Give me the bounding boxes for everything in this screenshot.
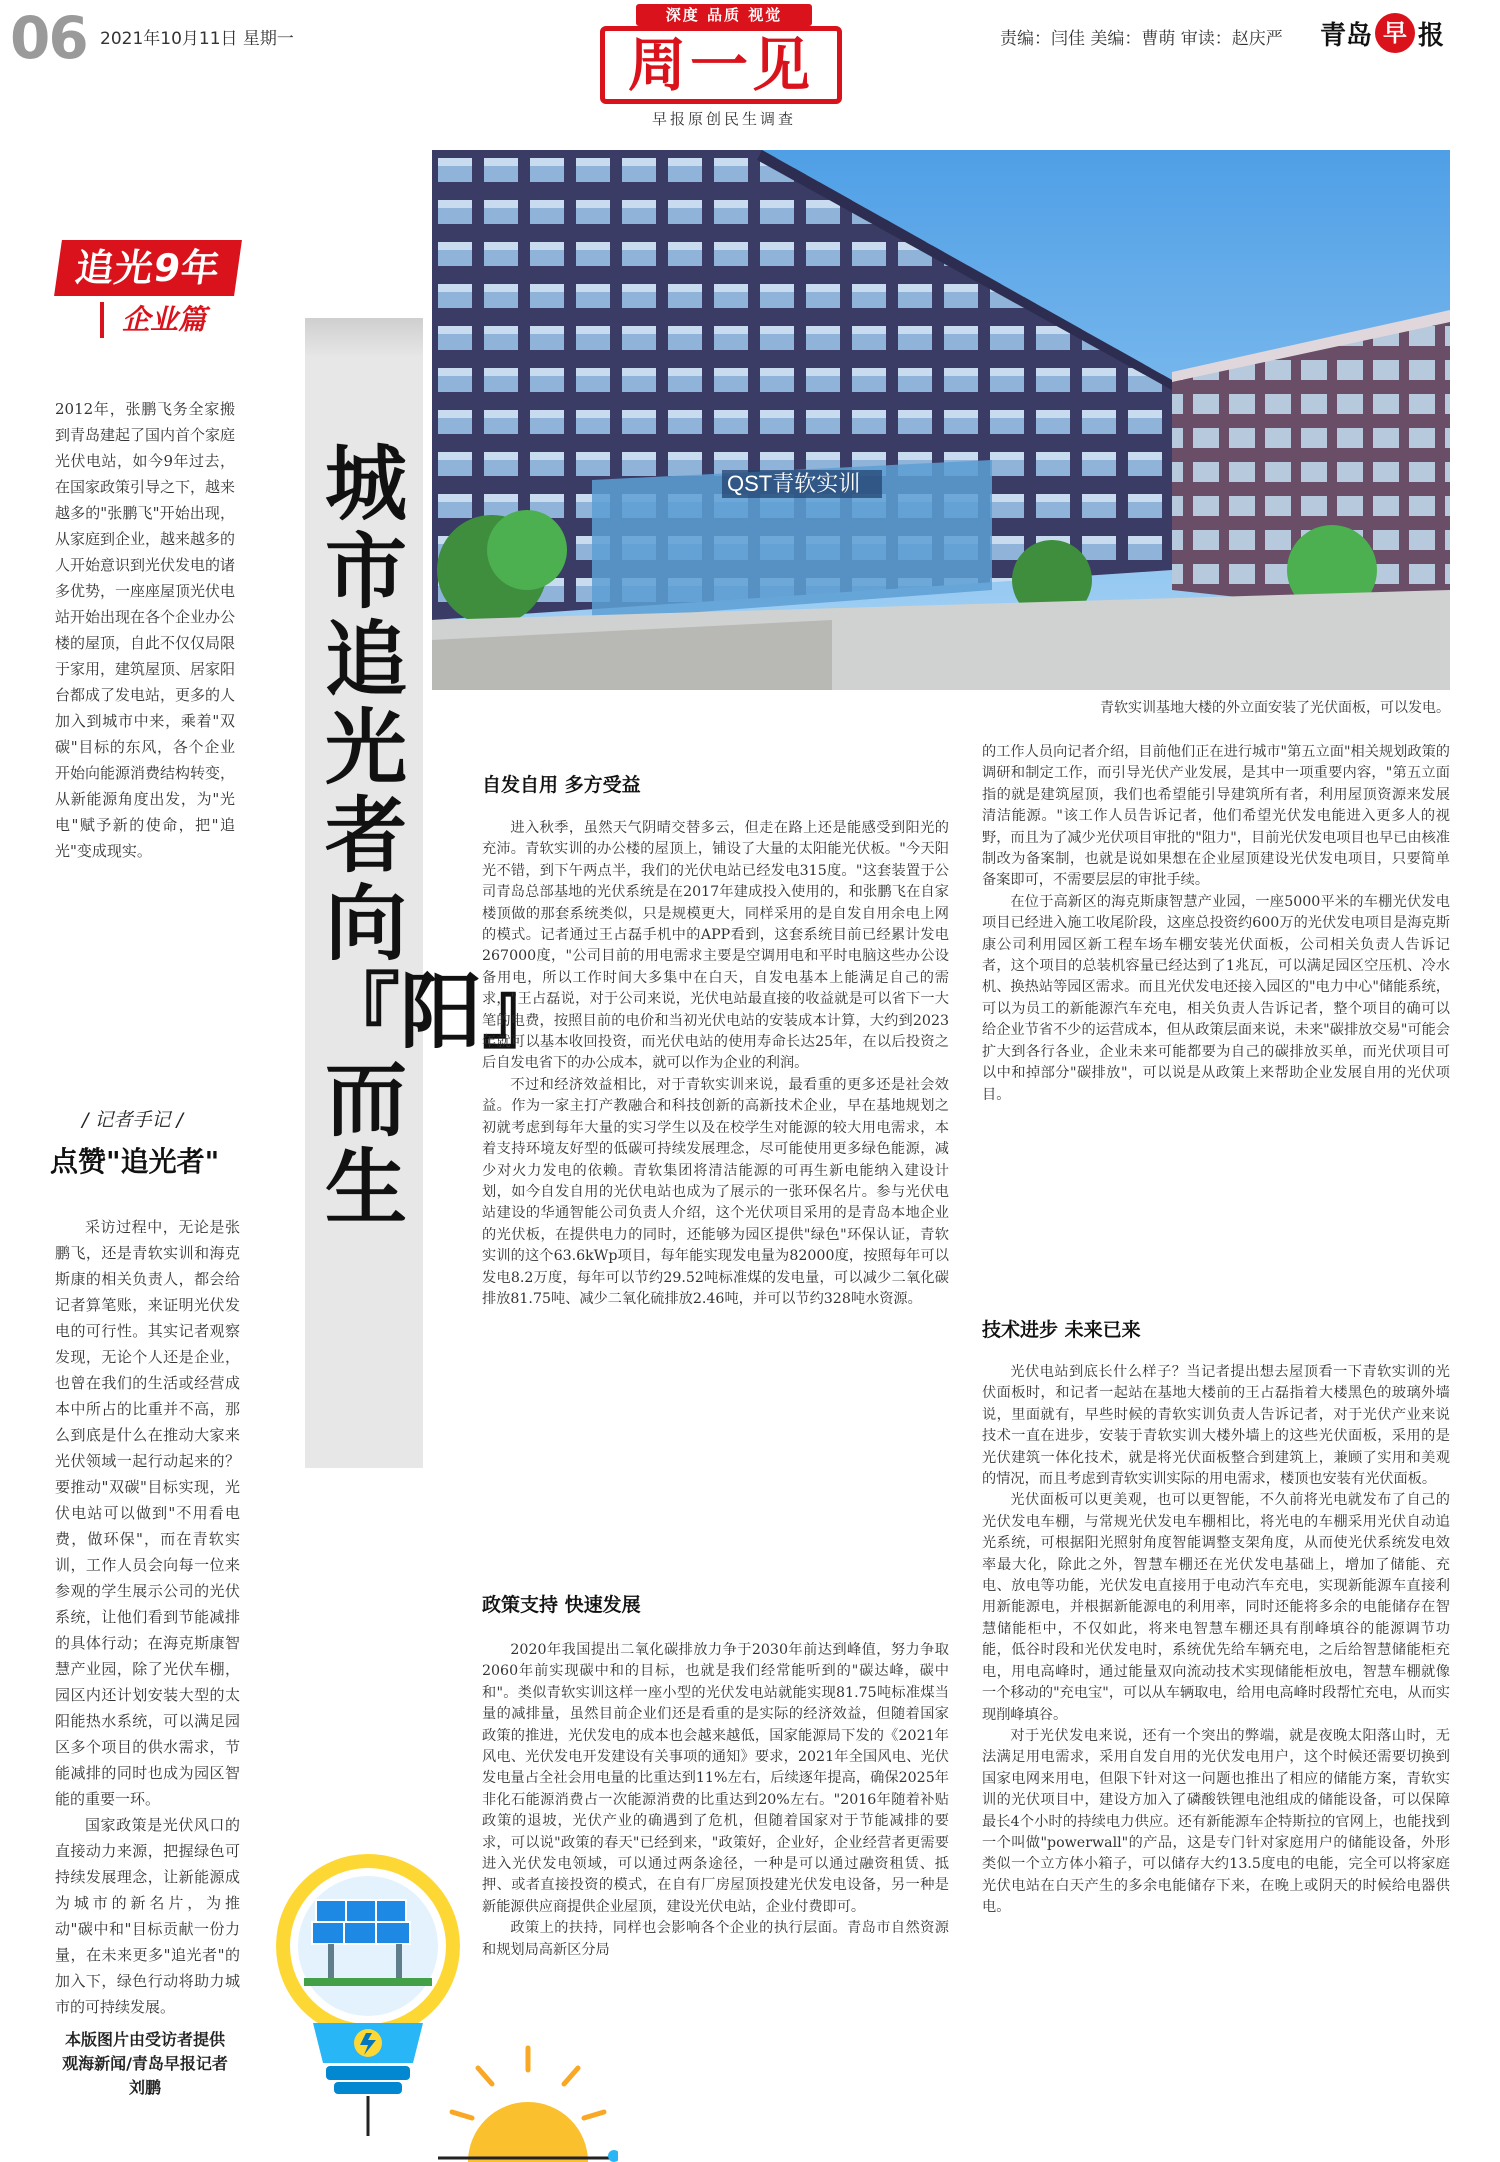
article-paragraph: 的工作人员向记者介绍，目前他们正在进行城市"第五立面"相关规划政策的调研和制定工作，而引导光伏产业发展，是其中一项重要内容，"第五立面指的就是建筑屋顶，我们也希望能引导建筑所有者，利用屋顶资源来发展清洁能源。"该工作人员告诉记者，他们希望光伏发电能进入更多人的视野，而且为了减少光伏项目审批的"阻力"，目前光伏发电项目也早已由核准制改为备案制，也就是说如果想在企业屋顶建设光伏发电项目，只要简单备案即可，不需要层层的审批手续。 xyxy=(982,744,1450,889)
building-photo xyxy=(432,150,1450,690)
intro-text: 2012年，张鹏飞务全家搬到青岛建起了国内首个家庭光伏电站，如今9年过去，在国家政策引导之下，越来越多的"张鹏飞"开始出现，从家庭到企业，越来越多的人开始意识到光伏发电的诸多优势，一座座屋顶光伏电站开始出现在各个企业办公楼的屋顶，自此不仅仅局限于家用，建筑屋顶、居家阳台都成了发电站，更多的人加入到城市中来，乘着"双碳"目标的东风，各个企业开始向能源消费结构转变，从新能源角度出发，为"光电"赋予新的使命，把"追光"变成现实。 xyxy=(55,400,236,860)
series-badge: 追光9年 xyxy=(54,240,242,296)
masthead-subtitle: 早报原创民生调查 xyxy=(651,110,796,128)
article-paragraph: 对于光伏发电来说，还有一个突出的弊端，就是夜晚太阳落山时，无法满足用电需求，采用自发自用的光伏发电用户，这个时候还需要切换到国家电网来用电，但限下针对这一问题也推出了相应的储能方案，青软实训的光伏项目中，建设方加入了磷酸铁锂电池组成的储能设备，可以保障最长4个小时的持续电力供应。还有新能源车企特斯拉的官网上，也能找到一个叫做"powerwall"的产品，这是专门针对家庭用户的储能设备，外形类似一个立方体小箱子，可以储存大约13.5度电的电能，完全可以将家庭光伏电站在白天产生的多余电能储存下来，在晚上或阴天的时候给电器供电。 xyxy=(982,1727,1450,1916)
logo-right: 报 xyxy=(1418,20,1445,51)
notes-paragraph: 采访过程中，无论是张鹏飞，还是青软实训和海克斯康的相关负责人，都会给记者算笔账，来证明光伏发电的可行性。其实记者观察发现，无论个人还是企业，也曾在我们的生活或经营成本中所占的比重并不高，那么到底是什么在推动大家来光伏领域一起行动起来的？要推动"双碳"目标实现，光伏电站可以做到"不用看电费，做环保"，而在青软实训，工作人员会向每一位来参观的学生展示公司的光伏系统，让他们看到节能减排的具体行动；在海克斯康智慧产业园，除了光伏车棚，园区内还计划安装大型的太阳能热水系统，可以满足园区多个项目的供水需求，节能减排的同时也成为园区智能的重要一环。 xyxy=(55,1218,240,1808)
article-column xyxy=(982,742,1450,1106)
article-column xyxy=(482,818,949,1310)
notes-paragraph: 国家政策是光伏风口的直接动力来源，把握绿色可持续发展理念，让新能源成为城市的新名片，为推动"碳中和"目标贡献一份力量，在未来更多"追光者"的加入下，绿色行动将助力城市的可持续发展。 xyxy=(55,1816,240,2016)
article-paragraph: 在位于高新区的海克斯康智慧产业园，一座5000平米的车棚光伏发电项目已经进入施工收尾阶段，这座总投资约600万的光伏发电项目是海克斯康公司利用园区新工程车场车棚安装光伏面板，公司相关负责人告诉记者，这个项目的总装机容量已经达到了1兆瓦，可以满足园区空压机、冷水机、换热站等园区需求。而且光伏发电还接入园区的"电力中心"储能系统，可以为员工的新能源汽车充电，相关负责人告诉记者，整个项目的确可以给企业节省不少的运营成本，但从政策层面来说，未来"碳排放交易"可能会扩大到各行各业，企业未来可能都要为自己的碳排放买单，而光伏项目可以中和掉部分"碳排放"，可以说是从政策上来帮助企业发展自用的光伏项目。 xyxy=(982,893,1450,1103)
newspaper-logo xyxy=(1320,10,1444,56)
article-column xyxy=(482,1640,949,1961)
article-paragraph: 不过和经济效益相比，对于青软实训来说，最看重的更多还是社会效益。作为一家主打产教融合和科技创新的高新技术企业，早在基地规划之初就考虑到每年大量的实习学生以及在校学生对能源的较大用电需求，本着支持环境友好型的低碳可持续发展理念，尽可能使用更多绿色能源，减少对火力发电的依赖。青软集团将清洁能源的可再生新电能纳入建设计划，如今自发自用的光伏电站也成为了展示的一张环保名片。参与光伏电站建设的华通智能公司负责人介绍，这个光伏项目采用的是青岛本地企业的光伏板，在提供电力的同时，还能够为园区提供"绿色"环保认证，青软实训的这个63.6kWp项目，每年能实现发电量为82000度，按照每年可以发电8.2万度，每年可以节约29.52吨标准煤的发电量，可以减少二氧化碳排放81.75吨、减少二氧化硫排放2.46吨，并可以节约328吨水资源。 xyxy=(482,1076,949,1307)
article-paragraph: 2020年我国提出二氧化碳排放力争于2030年前达到峰值，努力争取2060年前实现碳中和的目标，也就是我们经常能听到的"碳达峰，碳中和"。类似青软实训这样一座小型的光伏发电站就能实现81.75吨标准煤当量的减排量，虽然目前企业们还是看重的是实际的经济效益，但随着国家政策的推进，光伏发电的成本也会越来越低，国家能源局下发的《2021年风电、光伏发电开发建设有关事项的通知》要求，2021年全国风电、光伏发电量占全社会用电量的比重达到11%左右，后续逐年提高，确保2025年非化石能源消费占一次能源消费的比重达到20%左右。"2016年随着补贴政策的退坡，光伏产业的确遇到了危机，但随着国家对于节能减排的要求，可以说"政策的春天"已经到来，"政策好，企业好，企业经营者更需要进入光伏发电领域，可以通过两条途径，一种是可以通过融资租赁、抵押、或者直接投资的模式，在自有厂房屋顶投建光伏发电设备，另一种是新能源供应商提供企业屋顶，建设光伏电站，企业付费即可。 xyxy=(482,1642,949,1915)
article-paragraph: 光伏电站到底长什么样子？当记者提出想去屋顶看一下青软实训的光伏面板时，和记者一起站在基地大楼前的王占磊指着大楼黑色的玻璃外墙说，里面就有，早些时候的青软实训负责人告诉记者，对于光伏产业来说技术一直在进步，安装于青软实训大楼外墙上的这些光伏面板，采用的是光伏建筑一体化技术，就是将光伏面板整合到建筑上，兼顾了实用和美观的情况，而且考虑到青软实训实际的用电需求，楼顶也安装有光伏面板。 xyxy=(982,1364,1450,1488)
masthead-tags: 深度 品质 视觉 xyxy=(636,4,812,26)
section-subhead: 政策支持 快速发展 xyxy=(482,1594,641,1616)
section-subhead: 技术进步 未来已来 xyxy=(982,1319,1141,1341)
article-paragraph: 政策上的扶持，同样也会影响各个企业的执行层面。青岛市自然资源和规划局高新区分局 xyxy=(482,1920,949,1958)
notes-title: 点赞"追光者" xyxy=(50,1145,220,1178)
page-number: 06 xyxy=(10,4,87,72)
building-sign: QST青软实训 xyxy=(727,471,861,496)
section-subhead: 自发自用 多方受益 xyxy=(482,774,641,796)
series-subtitle: 企业篇 xyxy=(100,302,224,338)
section-masthead xyxy=(596,4,852,130)
notes-kicker: / 记者手记 / xyxy=(82,1109,183,1131)
article-paragraph: 进入秋季，虽然天气阴晴交替多云，但走在路上还是能感受到阳光的充沛。青软实训的办公楼的屋顶上，铺设了大量的太阳能光伏板。"今天阳光不错，到下午两点半，我们的光伏电站已经发电315度。"这套装置于公司青岛总部基地的光伏系统是在2017年建成投入使用的，和张鹏飞在自家楼顶做的那套系统类似，只是规模更大，同样采用的是自发自用余电上网的模式。记者通过王占磊手机中的APP看到，这套系统目前已经累计发电267000度，"公司目前的用电需求主要是空调用电和平时电脑这些办公设备用电，所以工作时间大多集中在白天，自发电基本上能满足自己的需求，"王占磊说，对于公司来说，光伏电站最直接的收益就是可以省下一大笔的电费，按照目前的电价和当初光伏电站的安装成本计算，大约到2023年就可以基本收回投资，而光伏电站的使用寿命长达25年，在以后投资之后自发电省下的办公成本，就可以作为企业的利润。 xyxy=(482,820,949,1072)
photo-credit: 本版图片由受访者提供 观海新闻/青岛早报记者 刘鹏 xyxy=(62,2030,228,2097)
article-paragraph: 光伏面板可以更美观，也可以更智能，不久前将光电就发布了自己的光伏发电车棚，与常规光伏发电车棚相比，将光电的车棚采用光伏自动追光系统，可根据阳光照射角度智能调整支架角度，从而使光伏系统发电效率最大化，除此之外，智慧车棚还在光伏发电基础上，增加了储能、充电、放电等功能，光伏发电直接用于电动汽车充电，实现新能源车直接利用新能源电，并根据新能源电的利用率，同时还能将多余的电能储存在智慧储能柜中，不仅如此，将来电智慧车棚还具有削峰填谷的能源调节功能，低谷时段和光伏发电时，系统优先给车辆充电，之后给智慧储能柜充电，用电高峰时，通过能量双向流动技术实现储能柜放电，智慧车棚就像一个移动的"充电宝"，可以从车辆取电，给用电高峰时段帮忙充电，从而实现削峰填谷。 xyxy=(982,1492,1450,1723)
masthead-title: 周一见 xyxy=(600,26,842,104)
photo-caption: 青软实训基地大楼的外立面安装了光伏面板，可以发电。 xyxy=(1100,700,1450,716)
main-headline: 城市追光者向『阳』而生 xyxy=(318,436,565,1236)
article-column xyxy=(982,1362,1450,1919)
headline-fold xyxy=(305,318,423,358)
issue-date: 2021年10月11日 星期一 xyxy=(100,29,294,49)
logo-mid: 早 xyxy=(1375,13,1415,53)
notes-body xyxy=(55,1214,240,2020)
logo-left: 青岛 xyxy=(1320,20,1373,51)
sun-icon xyxy=(438,2040,618,2162)
editors-line: 责编：闫佳 美编：曹萌 审读：赵庆严 xyxy=(1000,29,1283,49)
